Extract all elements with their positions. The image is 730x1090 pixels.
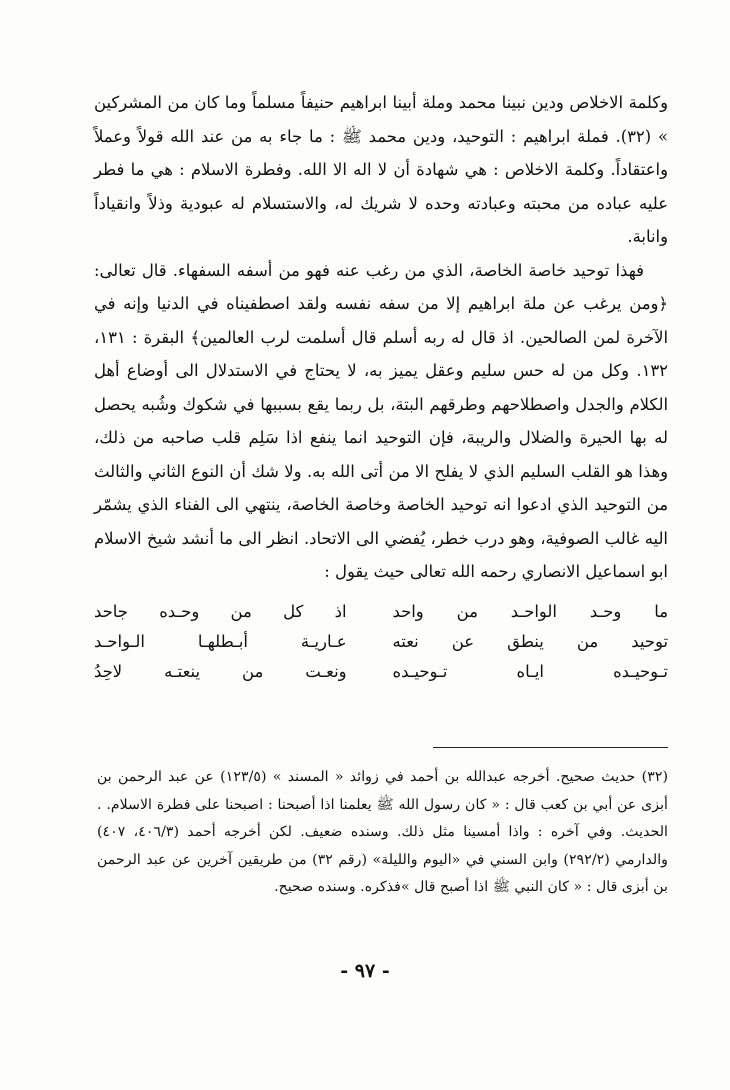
- book-page: [94, 86, 668, 687]
- poem-verse: [94, 657, 668, 687]
- footnote-32: (٣٢) حديث صحيح. أخرجه عبدالله بن أحمد في زوائد « المسند » (١٢٣/٥) عن عبد الرحمن بن أبزى عن أبي بن كعب قال : « كان رسول الله ﷺ يعلمنا اذا أصبحنا : اصبحنا على فطرة الاسلام. . الحديث. وفي آخره : واذا أمسينا مثل ذلك. وسنده ضعيف. لكن أخرجه أحمد (٤٠٦/٣، ٤٠٧) والدارمي (٢٩٢/٢) وابن السني في «اليوم والليلة» (رقم ٣٢) من طريقين آخرين عن عبد الرحمن بن أبزى قال : « كان النبي ﷺ اذا أصبح قال »فذكره. وسنده صحيح.: [97, 769, 669, 896]
- poem: [94, 597, 668, 687]
- footnotes: [97, 764, 668, 902]
- verse-first-hemistich: توحيد من ينطق عن نعته: [392, 631, 668, 651]
- paragraph-2: فهذا توحيد خاصة الخاصة، الذي من رغب عنه فهو من أسفه السفهاء. قال تعالى: ﴿ومن يرغب عن ملة ابراهيم إلا من سفه نفسه ولقد اصطفيناه في الدنيا وإنه في الآخرة لمن الصالحين. اذ قال له ربه أسلم قال أسلمت لرب العالمين﴾ البقرة : ١٣١، ١٣٢. وكل من له حس سليم وعقل يميز به، لا يحتاج في الاستدلال الى أوضاع أهل الكلام والجدل واصطلاحهم وطرقهم البتة، بل ربما يقع بسببها في شكوك وشُبه يحصل له بها الحيرة والضلال والريبة، فإن التوحيد انما ينفع اذا سَلِم قلب صاحبه من ذلك، وهذا هو القلب السليم الذي لا يفلح الا من أتى الله به. ولا شك أن النوع الثاني والثالث من التوحيد الذي ادعوا انه توحيد الخاصة وخاصة الخاصة، ينتهي الى الفناء الذي يشمّر اليه غالب الصوفية، وهو درب خطر، يُفضي الى الاتحاد. انظر الى ما أنشد شيخ الاسلام ابو اسماعيل الانصاري رحمه الله تعالى حيث يقول :: [94, 260, 668, 581]
- paragraph-1: وكلمة الاخلاص ودين نبينا محمد وملة أبينا ابراهيم حنيفاً مسلماً وما كان من المشركين » (٣٢). فملة ابراهيم : التوحيد، ودين محمد ﷺ : ما جاء به من عند الله قولاً وعملاً واعتقاداً. وكلمة الاخلاص : هي شهادة أن لا اله الا الله. وفطرة الاسلام : هي ما فطر عليه عباده من محبته وعبادته وحده لا شريك له، والاستسلام له عبودية وذلاً وانقياداً وانابة.: [94, 93, 668, 246]
- verse-second-hemistich: ونعـت من ينعتـه لاحِدُ: [94, 661, 347, 681]
- footnote-divider: [433, 747, 668, 748]
- poem-verse: [94, 597, 668, 627]
- verse-first-hemistich: تـوحيـده ايـاه تـوحيـده: [392, 661, 668, 681]
- main-text: [94, 86, 668, 589]
- verse-second-hemistich: عـاريـة أبـطلهـا الـواحـد: [94, 631, 347, 651]
- verse-first-hemistich: ما وحـد الواحـد من واحد: [392, 601, 668, 621]
- verse-second-hemistich: اذ كل من وحـده جاحد: [94, 601, 347, 621]
- poem-verse: [94, 627, 668, 657]
- page-number: - ٩٧ -: [340, 960, 390, 982]
